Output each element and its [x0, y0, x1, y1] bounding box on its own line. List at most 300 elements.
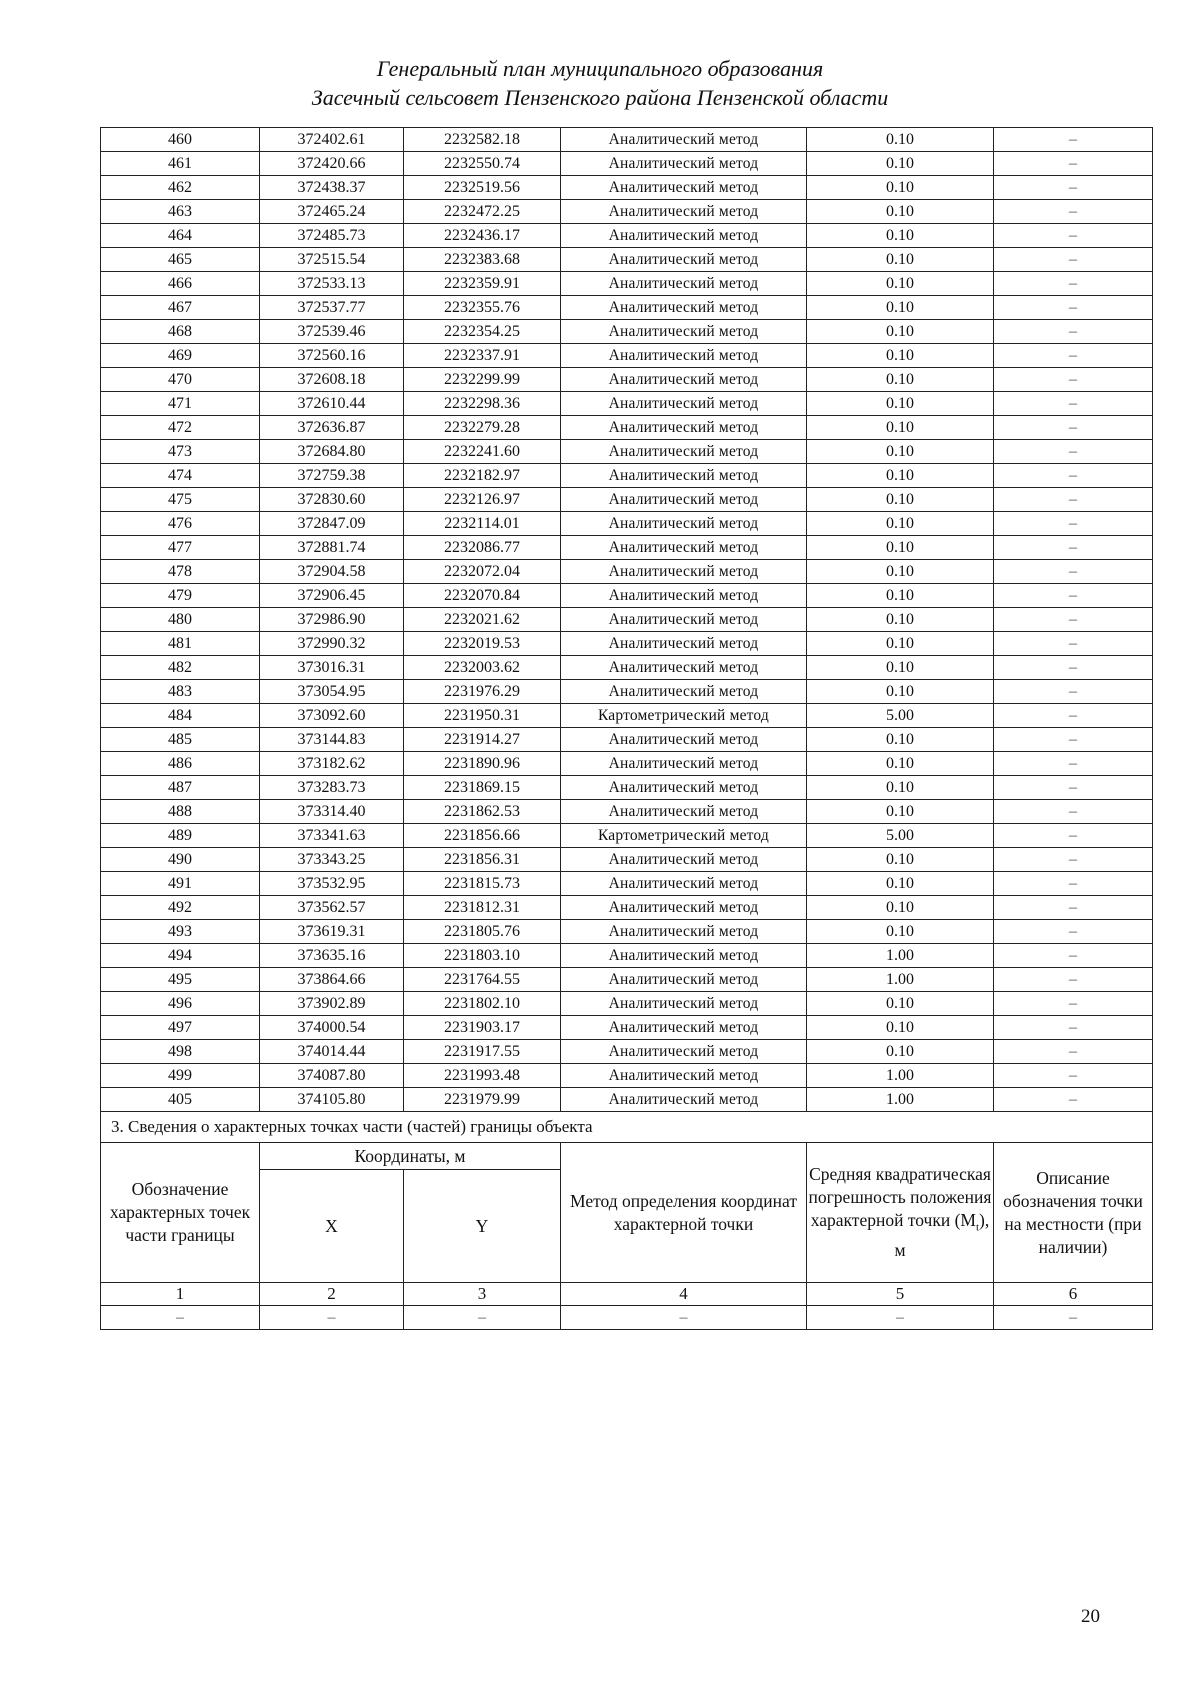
cell-description: –	[994, 248, 1153, 272]
cell-description: –	[994, 512, 1153, 536]
cell-coord-x: 373283.73	[260, 776, 404, 800]
cell-point-id: 497	[101, 1016, 260, 1040]
cell-mean-error: 0.10	[807, 584, 994, 608]
cell-method: Аналитический метод	[561, 1064, 807, 1088]
cell-description: –	[994, 1064, 1153, 1088]
col-header-y: Y	[404, 1170, 561, 1283]
table-row	[101, 176, 1153, 200]
table-row	[101, 632, 1153, 656]
cell-description: –	[994, 416, 1153, 440]
table-row	[101, 824, 1153, 848]
cell-method: Аналитический метод	[561, 176, 807, 200]
cell-coord-x: 373635.16	[260, 944, 404, 968]
cell-description: –	[994, 920, 1153, 944]
cell-method: Аналитический метод	[561, 536, 807, 560]
cell-mean-error: 0.10	[807, 488, 994, 512]
table-row	[101, 1016, 1153, 1040]
col-number: 3	[404, 1283, 561, 1306]
cell-description: –	[994, 224, 1153, 248]
cell-coord-x: 372847.09	[260, 512, 404, 536]
cell-description: –	[994, 272, 1153, 296]
cell-coord-x: 373864.66	[260, 968, 404, 992]
empty-cell: –	[561, 1306, 807, 1330]
table-row	[101, 152, 1153, 176]
cell-coord-y: 2231862.53	[404, 800, 561, 824]
cell-point-id: 461	[101, 152, 260, 176]
cell-mean-error: 0.10	[807, 992, 994, 1016]
table-row	[101, 752, 1153, 776]
cell-method: Аналитический метод	[561, 848, 807, 872]
table-row	[101, 584, 1153, 608]
cell-coord-y: 2232582.18	[404, 128, 561, 152]
section-3-title: 3. Сведения о характерных точках части (частей) границы объекта	[101, 1112, 1153, 1143]
cell-point-id: 467	[101, 296, 260, 320]
cell-method: Аналитический метод	[561, 272, 807, 296]
cell-coord-y: 2232359.91	[404, 272, 561, 296]
cell-coord-y: 2232472.25	[404, 200, 561, 224]
cell-point-id: 470	[101, 368, 260, 392]
cell-coord-y: 2231979.99	[404, 1088, 561, 1112]
cell-mean-error: 0.10	[807, 800, 994, 824]
cell-mean-error: 0.10	[807, 872, 994, 896]
cell-method: Аналитический метод	[561, 896, 807, 920]
cell-method: Аналитический метод	[561, 728, 807, 752]
cell-description: –	[994, 680, 1153, 704]
cell-description: –	[994, 872, 1153, 896]
cell-method: Аналитический метод	[561, 872, 807, 896]
cell-point-id: 487	[101, 776, 260, 800]
cell-coord-y: 2231803.10	[404, 944, 561, 968]
cell-coord-y: 2232021.62	[404, 608, 561, 632]
cell-coord-x: 373902.89	[260, 992, 404, 1016]
cell-description: –	[994, 560, 1153, 584]
cell-coord-x: 372539.46	[260, 320, 404, 344]
table-row	[101, 512, 1153, 536]
cell-coord-x: 373532.95	[260, 872, 404, 896]
error-suffix: ), м	[894, 1209, 990, 1261]
col-header-error	[807, 1143, 994, 1283]
cell-point-id: 489	[101, 824, 260, 848]
cell-mean-error: 0.10	[807, 512, 994, 536]
cell-mean-error: 0.10	[807, 248, 994, 272]
cell-coord-y: 2232519.56	[404, 176, 561, 200]
cell-mean-error: 0.10	[807, 416, 994, 440]
cell-point-id: 474	[101, 464, 260, 488]
header-line-1: Генеральный план муниципального образования	[376, 56, 824, 81]
cell-method: Аналитический метод	[561, 800, 807, 824]
cell-coord-y: 2232086.77	[404, 536, 561, 560]
cell-coord-x: 374014.44	[260, 1040, 404, 1064]
cell-description: –	[994, 968, 1153, 992]
cell-description: –	[994, 488, 1153, 512]
cell-mean-error: 0.10	[807, 752, 994, 776]
cell-point-id: 482	[101, 656, 260, 680]
cell-coord-x: 373343.25	[260, 848, 404, 872]
empty-cell: –	[994, 1306, 1153, 1330]
empty-cell: –	[404, 1306, 561, 1330]
table-row	[101, 656, 1153, 680]
cell-point-id: 495	[101, 968, 260, 992]
table-row	[101, 272, 1153, 296]
cell-coord-y: 2232241.60	[404, 440, 561, 464]
table-row	[101, 704, 1153, 728]
table-row	[101, 416, 1153, 440]
cell-method: Аналитический метод	[561, 128, 807, 152]
cell-coord-x: 373314.40	[260, 800, 404, 824]
cell-point-id: 492	[101, 896, 260, 920]
cell-point-id: 490	[101, 848, 260, 872]
cell-coord-x: 372402.61	[260, 128, 404, 152]
cell-mean-error: 0.10	[807, 344, 994, 368]
cell-method: Аналитический метод	[561, 656, 807, 680]
cell-method: Аналитический метод	[561, 368, 807, 392]
cell-point-id: 462	[101, 176, 260, 200]
cell-method: Аналитический метод	[561, 584, 807, 608]
cell-description: –	[994, 608, 1153, 632]
cell-method: Аналитический метод	[561, 680, 807, 704]
cell-point-id: 464	[101, 224, 260, 248]
cell-mean-error: 0.10	[807, 200, 994, 224]
cell-description: –	[994, 176, 1153, 200]
cell-mean-error: 0.10	[807, 296, 994, 320]
cell-mean-error: 0.10	[807, 1040, 994, 1064]
cell-method: Картометрический метод	[561, 824, 807, 848]
col-number: 4	[561, 1283, 807, 1306]
cell-mean-error: 0.10	[807, 392, 994, 416]
cell-point-id: 486	[101, 752, 260, 776]
col-header-coordinates: Координаты, м	[260, 1143, 561, 1170]
cell-coord-y: 2232114.01	[404, 512, 561, 536]
cell-method: Аналитический метод	[561, 968, 807, 992]
cell-coord-x: 374105.80	[260, 1088, 404, 1112]
cell-method: Аналитический метод	[561, 920, 807, 944]
cell-method: Аналитический метод	[561, 1088, 807, 1112]
table-row	[101, 848, 1153, 872]
cell-point-id: 473	[101, 440, 260, 464]
cell-mean-error: 0.10	[807, 272, 994, 296]
col-header-method: Метод определения координат характерной точки	[561, 1143, 807, 1283]
cell-coord-y: 2232436.17	[404, 224, 561, 248]
table-row	[101, 680, 1153, 704]
cell-point-id: 484	[101, 704, 260, 728]
cell-method: Аналитический метод	[561, 296, 807, 320]
cell-point-id: 471	[101, 392, 260, 416]
cell-coord-x: 372420.66	[260, 152, 404, 176]
cell-coord-y: 2232550.74	[404, 152, 561, 176]
cell-mean-error: 0.10	[807, 608, 994, 632]
cell-mean-error: 0.10	[807, 464, 994, 488]
cell-mean-error: 0.10	[807, 536, 994, 560]
table-row	[101, 1040, 1153, 1064]
cell-point-id: 483	[101, 680, 260, 704]
cell-mean-error: 0.10	[807, 1016, 994, 1040]
cell-coord-x: 373054.95	[260, 680, 404, 704]
cell-point-id: 405	[101, 1088, 260, 1112]
cell-point-id: 479	[101, 584, 260, 608]
col-header-description: Описание обозначения точки на местности (при наличии)	[994, 1143, 1153, 1283]
page-number: 20	[1081, 1606, 1100, 1627]
cell-method: Аналитический метод	[561, 776, 807, 800]
cell-description: –	[994, 800, 1153, 824]
cell-coord-y: 2231903.17	[404, 1016, 561, 1040]
empty-data-row	[101, 1306, 1153, 1330]
table-row	[101, 200, 1153, 224]
cell-mean-error: 0.10	[807, 632, 994, 656]
cell-description: –	[994, 656, 1153, 680]
cell-coord-x: 372610.44	[260, 392, 404, 416]
table-row	[101, 128, 1153, 152]
column-number-row	[101, 1283, 1153, 1306]
table-row	[101, 800, 1153, 824]
cell-method: Аналитический метод	[561, 608, 807, 632]
table-row	[101, 320, 1153, 344]
cell-coord-y: 2231802.10	[404, 992, 561, 1016]
cell-method: Аналитический метод	[561, 152, 807, 176]
cell-coord-x: 373144.83	[260, 728, 404, 752]
cell-description: –	[994, 440, 1153, 464]
cell-method: Аналитический метод	[561, 1040, 807, 1064]
cell-mean-error: 1.00	[807, 1088, 994, 1112]
empty-cell: –	[101, 1306, 260, 1330]
cell-method: Картометрический метод	[561, 704, 807, 728]
cell-coord-x: 372515.54	[260, 248, 404, 272]
table-row	[101, 296, 1153, 320]
cell-description: –	[994, 584, 1153, 608]
points-table-body	[101, 128, 1153, 1112]
cell-coord-y: 2231917.55	[404, 1040, 561, 1064]
cell-coord-y: 2232182.97	[404, 464, 561, 488]
cell-coord-y: 2232003.62	[404, 656, 561, 680]
col-header-designation: Обозначение характерных точек части границы	[101, 1143, 260, 1283]
table-row	[101, 728, 1153, 752]
cell-coord-x: 372906.45	[260, 584, 404, 608]
cell-mean-error: 0.10	[807, 152, 994, 176]
cell-coord-y: 2232019.53	[404, 632, 561, 656]
cell-coord-x: 372759.38	[260, 464, 404, 488]
cell-point-id: 460	[101, 128, 260, 152]
cell-coord-y: 2231976.29	[404, 680, 561, 704]
cell-description: –	[994, 944, 1153, 968]
cell-coord-x: 372986.90	[260, 608, 404, 632]
col-number: 1	[101, 1283, 260, 1306]
cell-description: –	[994, 320, 1153, 344]
cell-description: –	[994, 296, 1153, 320]
cell-point-id: 478	[101, 560, 260, 584]
cell-point-id: 499	[101, 1064, 260, 1088]
cell-coord-x: 372608.18	[260, 368, 404, 392]
cell-method: Аналитический метод	[561, 560, 807, 584]
cell-method: Аналитический метод	[561, 248, 807, 272]
cell-coord-x: 374000.54	[260, 1016, 404, 1040]
table-row	[101, 488, 1153, 512]
table-row	[101, 560, 1153, 584]
cell-mean-error: 0.10	[807, 776, 994, 800]
table-row	[101, 1088, 1153, 1112]
coordinates-table	[100, 127, 1153, 1330]
cell-point-id: 493	[101, 920, 260, 944]
cell-coord-x: 372465.24	[260, 200, 404, 224]
cell-coord-y: 2231914.27	[404, 728, 561, 752]
cell-point-id: 468	[101, 320, 260, 344]
cell-coord-x: 372485.73	[260, 224, 404, 248]
cell-point-id: 472	[101, 416, 260, 440]
cell-coord-y: 2232383.68	[404, 248, 561, 272]
table-row	[101, 920, 1153, 944]
cell-mean-error: 1.00	[807, 1064, 994, 1088]
col-header-x: X	[260, 1170, 404, 1283]
cell-coord-y: 2231764.55	[404, 968, 561, 992]
empty-cell: –	[807, 1306, 994, 1330]
cell-method: Аналитический метод	[561, 992, 807, 1016]
cell-coord-y: 2232354.25	[404, 320, 561, 344]
cell-mean-error: 0.10	[807, 176, 994, 200]
cell-mean-error: 1.00	[807, 968, 994, 992]
table-row	[101, 872, 1153, 896]
table-row	[101, 536, 1153, 560]
cell-mean-error: 0.10	[807, 560, 994, 584]
col-number: 6	[994, 1283, 1153, 1306]
cell-coord-x: 372904.58	[260, 560, 404, 584]
cell-mean-error: 0.10	[807, 848, 994, 872]
cell-point-id: 477	[101, 536, 260, 560]
cell-method: Аналитический метод	[561, 752, 807, 776]
cell-point-id: 476	[101, 512, 260, 536]
cell-coord-y: 2232072.04	[404, 560, 561, 584]
header-line-2: Засечный сельсовет Пензенского района Пензенской области	[311, 85, 889, 110]
cell-description: –	[994, 1088, 1153, 1112]
cell-point-id: 485	[101, 728, 260, 752]
cell-mean-error: 5.00	[807, 704, 994, 728]
cell-description: –	[994, 632, 1153, 656]
cell-point-id: 480	[101, 608, 260, 632]
cell-method: Аналитический метод	[561, 632, 807, 656]
cell-description: –	[994, 536, 1153, 560]
cell-point-id: 494	[101, 944, 260, 968]
cell-coord-x: 372438.37	[260, 176, 404, 200]
cell-method: Аналитический метод	[561, 344, 807, 368]
cell-description: –	[994, 200, 1153, 224]
cell-coord-x: 372881.74	[260, 536, 404, 560]
cell-coord-x: 372537.77	[260, 296, 404, 320]
document-header	[0, 54, 1200, 112]
cell-coord-y: 2231890.96	[404, 752, 561, 776]
cell-coord-x: 374087.80	[260, 1064, 404, 1088]
cell-coord-y: 2231815.73	[404, 872, 561, 896]
cell-coord-x: 373016.31	[260, 656, 404, 680]
cell-method: Аналитический метод	[561, 416, 807, 440]
table-row	[101, 440, 1153, 464]
cell-coord-x: 372533.13	[260, 272, 404, 296]
cell-mean-error: 1.00	[807, 944, 994, 968]
empty-cell: –	[260, 1306, 404, 1330]
cell-method: Аналитический метод	[561, 200, 807, 224]
cell-point-id: 475	[101, 488, 260, 512]
cell-description: –	[994, 824, 1153, 848]
cell-coord-y: 2231856.31	[404, 848, 561, 872]
cell-method: Аналитический метод	[561, 440, 807, 464]
cell-description: –	[994, 392, 1153, 416]
cell-method: Аналитический метод	[561, 488, 807, 512]
cell-coord-x: 372636.87	[260, 416, 404, 440]
cell-description: –	[994, 776, 1153, 800]
table-row	[101, 248, 1153, 272]
cell-mean-error: 0.10	[807, 920, 994, 944]
cell-method: Аналитический метод	[561, 944, 807, 968]
cell-coord-y: 2231812.31	[404, 896, 561, 920]
cell-description: –	[994, 728, 1153, 752]
cell-description: –	[994, 848, 1153, 872]
cell-coord-x: 372990.32	[260, 632, 404, 656]
cell-method: Аналитический метод	[561, 464, 807, 488]
cell-point-id: 463	[101, 200, 260, 224]
cell-point-id: 465	[101, 248, 260, 272]
cell-point-id: 469	[101, 344, 260, 368]
cell-coord-y: 2231869.15	[404, 776, 561, 800]
cell-coord-x: 372684.80	[260, 440, 404, 464]
cell-coord-y: 2231993.48	[404, 1064, 561, 1088]
cell-description: –	[994, 152, 1153, 176]
cell-method: Аналитический метод	[561, 512, 807, 536]
cell-mean-error: 0.10	[807, 728, 994, 752]
cell-coord-y: 2231805.76	[404, 920, 561, 944]
cell-coord-x: 373619.31	[260, 920, 404, 944]
cell-coord-x: 372830.60	[260, 488, 404, 512]
cell-coord-y: 2232355.76	[404, 296, 561, 320]
error-text: Средняя квадратическая погрешность положения характерной точки (M	[808, 1163, 992, 1230]
table-row	[101, 344, 1153, 368]
cell-coord-x: 372560.16	[260, 344, 404, 368]
cell-mean-error: 5.00	[807, 824, 994, 848]
cell-coord-y: 2231856.66	[404, 824, 561, 848]
cell-description: –	[994, 752, 1153, 776]
cell-mean-error: 0.10	[807, 224, 994, 248]
cell-description: –	[994, 704, 1153, 728]
table-row	[101, 1064, 1153, 1088]
cell-point-id: 496	[101, 992, 260, 1016]
cell-method: Аналитический метод	[561, 1016, 807, 1040]
table-row	[101, 992, 1153, 1016]
cell-point-id: 498	[101, 1040, 260, 1064]
cell-coord-y: 2232299.99	[404, 368, 561, 392]
cell-mean-error: 0.10	[807, 368, 994, 392]
table-row	[101, 464, 1153, 488]
cell-method: Аналитический метод	[561, 320, 807, 344]
cell-point-id: 488	[101, 800, 260, 824]
cell-description: –	[994, 344, 1153, 368]
error-subscript: t	[975, 1221, 980, 1234]
table-row	[101, 608, 1153, 632]
cell-coord-y: 2232070.84	[404, 584, 561, 608]
table-row	[101, 896, 1153, 920]
table-row	[101, 368, 1153, 392]
section-3	[101, 1112, 1153, 1330]
cell-mean-error: 0.10	[807, 680, 994, 704]
cell-method: Аналитический метод	[561, 392, 807, 416]
table-row	[101, 392, 1153, 416]
col-number: 5	[807, 1283, 994, 1306]
cell-coord-y: 2231950.31	[404, 704, 561, 728]
table-row	[101, 776, 1153, 800]
cell-method: Аналитический метод	[561, 224, 807, 248]
cell-coord-x: 373182.62	[260, 752, 404, 776]
cell-coord-x: 373341.63	[260, 824, 404, 848]
cell-mean-error: 0.10	[807, 656, 994, 680]
cell-coord-y: 2232298.36	[404, 392, 561, 416]
table-row	[101, 968, 1153, 992]
cell-coord-x: 373092.60	[260, 704, 404, 728]
cell-mean-error: 0.10	[807, 128, 994, 152]
cell-mean-error: 0.10	[807, 320, 994, 344]
